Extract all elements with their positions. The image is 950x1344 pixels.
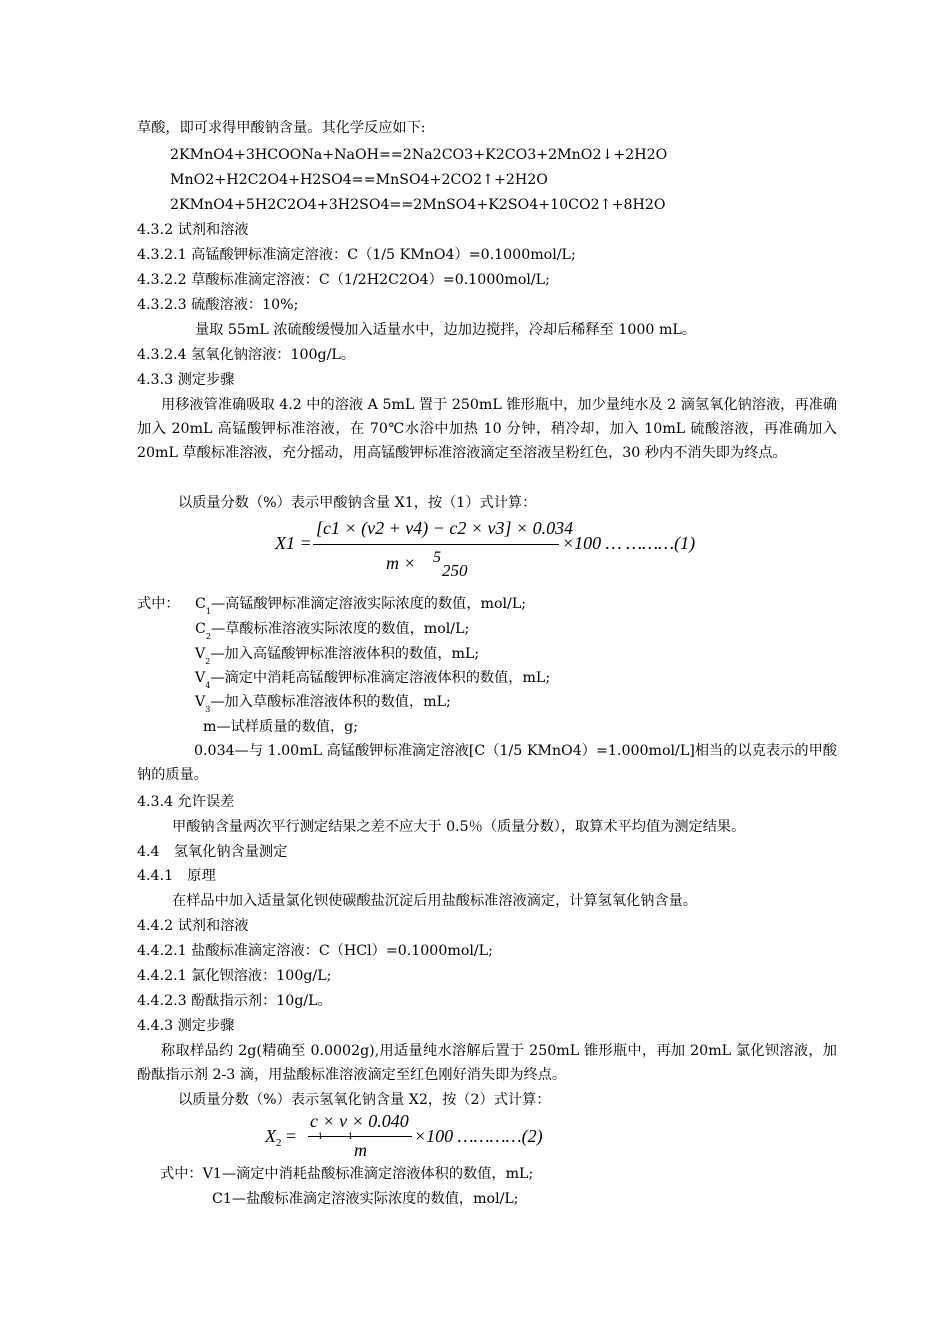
eq2-rhs: ×100 …………(2) <box>414 1126 543 1146</box>
eq2-numerator: c × v × 0.040 <box>310 1111 409 1131</box>
reagent-item: 4.4.2.1 氯化钡溶液：100g/L; <box>137 968 332 984</box>
section-heading: 4.4.3 测定步骤 <box>137 1018 235 1034</box>
section-heading: 4.4.1 原理 <box>137 868 216 884</box>
eq2-lhs: $X_2$ = <box>265 1126 297 1149</box>
definition-v2: $V_2—$加入高锰酸钾标准溶液体积的数值，mL; <box>195 646 480 666</box>
definition-c1: $C_1—$高锰酸钾标准滴定溶液实际浓度的数值，mol/L; <box>195 596 527 616</box>
reagent-item: 4.3.2.2 草酸标准滴定溶液：C（1/2H2C2O4）=0.1000mol/L; <box>137 272 550 288</box>
calc-intro: 以质量分数（%）表示甲酸钠含量 X1，按（1）式计算： <box>178 495 537 511</box>
eq2-num-sub1 <box>318 1127 323 1147</box>
paragraph: 用移液管准确吸取 4.2 中的溶液 A 5mL 置于 250mL 锥形瓶中，加少量纯水及 2 滴氢氧化钠溶液，再准确加入 20mL 高锰酸钾标准溶液，在 70℃水浴中加热 10 分钟，稍冷却，加入 10mL 硫酸溶液，再准确加入 20mL 草酸标准溶液，充分摇动，用高锰酸钾标准溶液滴定至溶液呈粉红色，30 秒内不消失即为终点。 <box>137 397 838 461</box>
reaction-equation-1: 2KMnO4+3HCOONa+NaOH==2Na2CO3+K2CO3+2MnO2↓+2H2O <box>170 147 668 163</box>
definition-c1-hcl: C1—盐酸标准滴定溶液实际浓度的数值，mol/L; <box>212 1191 519 1207</box>
reaction-equation-3: 2KMnO4+5H2C2O4+3H2SO4==2MnSO4+K2SO4+10CO2↑+8H2O <box>170 197 666 213</box>
definition-v4: $V_4—$滴定中消耗高锰酸钾标准滴定溶液体积的数值，mL; <box>195 670 551 690</box>
eq1-denominator-m: m × <box>386 553 416 573</box>
definition-v1: 式中：V1—滴定中消耗盐酸标准滴定溶液体积的数值，mL; <box>160 1166 534 1182</box>
eq1-numerator: [c1 × (v2 + v4) − c2 × v3] × 0.034 <box>316 518 574 538</box>
section-heading: 4.4 氢氧化钠含量测定 <box>137 844 288 860</box>
eq2-denominator: m <box>354 1140 367 1160</box>
eq1-denominator-5: 5 <box>433 549 441 566</box>
section-heading: 4.3.3 测定步骤 <box>137 372 235 388</box>
paragraph: 量取 55mL 浓硫酸缓慢加入适量水中，边加边搅拌，冷却后稀释至 1000 mL。 <box>195 322 697 338</box>
eq2-fraction-bar <box>308 1136 412 1137</box>
eq1-lhs: X1 = <box>275 533 312 553</box>
eq1-rhs: ×100 … ………(1) <box>562 533 696 553</box>
text-line: 草酸，即可求得甲酸钠含量。其化学反应如下: <box>137 120 426 136</box>
definition-c2: $C_2—$草酸标准溶液实际浓度的数值，mol/L; <box>195 621 470 641</box>
definition-0034: 0.034—与 1.00mL 高锰酸钾标准滴定溶液[C（1/5 KMnO4）=1.000mol/L]相当的以克表示的甲酸钠的质量。 <box>137 743 837 783</box>
where-label: 式中： <box>137 596 180 612</box>
section-heading: 4.3.2 试剂和溶液 <box>137 222 249 238</box>
reagent-item: 4.3.2.4 氢氧化钠溶液：100g/L。 <box>137 347 356 363</box>
reagent-item: 4.4.2.1 盐酸标准滴定溶液：C（HCl）=0.1000mol/L; <box>137 943 493 959</box>
reaction-equation-2: MnO2+H2C2O4+H2SO4==MnSO4+2CO2↑+2H2O <box>170 172 548 188</box>
eq1-fraction-bar <box>313 544 559 545</box>
paragraph: 称取样品约 2g(精确至 0.0002g),用适量纯水溶解后置于 250mL 锥形瓶中，再加 20mL 氯化钡溶液，加酚酞指示剂 2-3 滴，用盐酸标准溶液滴定至红色刚好消失即为终点。 <box>137 1043 837 1083</box>
section-heading: 4.4.2 试剂和溶液 <box>137 918 249 934</box>
definition-v3: $V_3—$加入草酸标准溶液体积的数值，mL; <box>195 694 451 714</box>
paragraph: 甲酸钠含量两次平行测定结果之差不应大于 0.5％（质量分数），取算术平均值为测定结果。 <box>172 819 746 835</box>
paragraph: 在样品中加入适量氯化钡使碳酸盐沉淀后用盐酸标准溶液滴定，计算氢氧化钠含量。 <box>172 893 697 909</box>
eq2-num-sub2 <box>348 1127 353 1147</box>
eq1-denominator-250: 250 <box>442 561 468 580</box>
section-heading: 4.3.4 允许误差 <box>137 794 235 810</box>
reagent-item: 4.3.2.1 高锰酸钾标准滴定溶液：C（1/5 KMnO4）=0.1000mol/L; <box>137 247 576 263</box>
reagent-item: 4.4.2.3 酚酞指示剂：10g/L。 <box>137 993 332 1009</box>
calc-intro: 以质量分数（%）表示氢氧化钠含量 X2，按（2）式计算： <box>178 1092 551 1108</box>
reagent-item: 4.3.2.3 硫酸溶液：10%; <box>137 297 299 313</box>
definition-m: m—试样质量的数值，g; <box>203 719 359 735</box>
